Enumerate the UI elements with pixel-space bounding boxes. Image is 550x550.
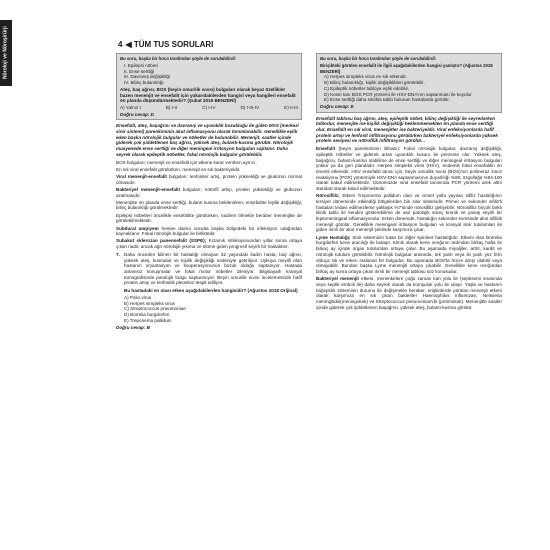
answer-option: A) Polio virus (124, 294, 152, 300)
triangle-icon: ◀ (125, 40, 134, 49)
paragraph: Bakteriyel menenjit-ensefalit bulguları; nötrofil artışı, protein yüksekliği ve glukozun azalmasıdır. (116, 186, 302, 198)
option: A) Yalnız I (120, 104, 141, 110)
option: B) I-II (165, 104, 178, 110)
question-stem: Daha önceden bilinen bir hastalığı olmayan 32 yaşındaki kadın hasta; baş ağrısı, yüksek ateş, kusmalar ve kişilik değişikliği nedeniyle getiriliyor. Uykuya meyilli olan hastanın oryantasyon ve kooperasyonunun bozuk olduğu saptanıyor. Hastada anlamsız konuşmalar ve fokal motor nöbetler izleniyor. Bilgisayarlı kraniyal tomografisinde patolojik bulgu saptanmıyor. Beyin omurilik sıvısı incelemesinde hafif protein artışı ve lenfositik pleositoz tespit ediliyor. (124, 251, 302, 286)
paragraph: Epilepsi nöbetleri öncelikle ensefalitte görülürken, nadiren ölmekle beraber menenjitte de görülebilmektedir. (116, 212, 302, 224)
left-column (116, 53, 302, 331)
alt-question-item: IV. Bilinç bulanıklığı (124, 80, 164, 86)
option: E) II-III (284, 104, 298, 110)
answer-option: B) Herpes simpleks virus (124, 300, 175, 306)
summary-paragraph: Ensefalit tablosu baş ağrısı, ateş, epileptik nöbet, bilinç değişikliği ile seyrederken tablodur, menenjite ise kişilik değişikliği beklenmemekten ön planda ense sertliği olur. Ensefalit en sık viral, menenjitler ise bakteriyeldir. Viral enfeksiyonlarda hafif protein artışı ve lenfosit infiltrasyonu görülürken bakteriyel enfeksiyonlarda yüksek protein seviyesi ve nötrofilik infiltrasyon görülür... (316, 115, 498, 144)
alt-question-box (316, 53, 502, 113)
question-7 (116, 252, 302, 331)
alt-question-option: D) Kesin tanı BOS PCR yöntemi ile HSV-DNA'nın saptanması ile koyulur. (324, 91, 473, 97)
alt-question-stem: Birişikteki görülen ensefalit ile ilgili aşağıdakilerden hangisi yanlıştır? (Ağustos 2018 BENZERİ) (320, 63, 493, 74)
alt-question-option: E) Ense sertliği daha sıklıkla tablo bulunan hastalarda görülür. (324, 97, 450, 103)
alt-question-answer: Doğru cevap: D (120, 111, 154, 117)
page-header (118, 40, 213, 49)
alt-question-item: I. Epilepsi nöbeti (124, 63, 158, 68)
question-prompt: Bu hastadaki en olası etken aşağıdakilerden hangisidir? (Ağustos 2018 Orijinal) (124, 287, 298, 293)
page-number: 4 (118, 40, 123, 49)
answer-option: C) Streptococcus pneumoniae (124, 306, 186, 312)
paragraph: Ensefalit (beyin parenkiminin iltihabı): Fokal nörolojik bulgular, davranış değişikliği, epileptik nöbetler ve giderek artan uyanıklık kusuru ile prezente olur. Yüksek ateş, başağrısı, bulantı-kusma olabilirse de ense sertliği ve diğer meningeal irritasyon bulguları yoktur ya da geri plandadır. Herpes simpleks virüs (HSV), endemik fokal ensefalitin en önemli etkenidir. HSV ensefaliti tanısı için; beyin omurilik sıvısı (BOS)'nın polimeraz zincir reaksiyonu (PCR) yöntemiyle HSV-DNA saptanmasının duyarlılığı %98; özgüllüğü %94-100 olarak kabul edilmektedir. Günümüzde viral ensefalit tanısında PCR yöntemi artık altın standart olarak kabul edilmektedir. (316, 146, 502, 192)
answer-option: E) Treponema pallidum (124, 317, 172, 323)
option: D) I-III-IV (240, 104, 260, 110)
paragraph: En sık viral ensefalit görülürken, menenjit en sık bakteriyeldir. (116, 166, 241, 172)
alt-question-option: B) Bilinç bulanıklığı, kişilik değişiklikleri görülebilir. (324, 80, 425, 86)
paragraph: Subdural ampiyem hemen daima vücutta başka bölgedeki bir infeksiyon odağından kaynaklanır. Fokal nörolojik bulgular ile birliktedir. (116, 225, 302, 237)
alt-question-option: A) Herpes simpleks virus en sık etkendir. (324, 74, 407, 80)
alt-question-head: Bu soru, başka bir hoca tarafından şöyle de sorulabilirdi: (320, 56, 437, 61)
sidebar-tab (0, 20, 12, 86)
paragraph: Subakut sklerozan panensefalit (SSPE); Kızamık infeksiyonundan yıllar sonra ortaya çıkan nadir, ancak ağır nörolojik yıkıma ve ölüme giden progresif seyirli bir hastalıktır. (116, 238, 302, 250)
sidebar-label: Nöroloji ve Nöroşirürji (2, 26, 9, 80)
paragraph: BOS bulguları; menenjit ve ensefalit için etkene karar verirken ayırıcı; (116, 159, 257, 165)
right-column (316, 53, 502, 312)
summary-paragraph: Ensefalit, ateş, başağrısı ve davranış ve uyanıklık bozukluğu ile giden MSS (merkezi sinir sistemi) parenkiminin akut inflamasyonu olarak tanımlanabilir. Genellikle eşlik eden başka nörolojik bulgular ve nöbetler de bulunabilir. Menenjit, saatler içinde giderek çok şiddetlenen baş ağrısı, yüksek ateş, bulantı-kusma görülür. Nörolojik muayenede ense sertliği ve diğer meningeal irritasyon bulguları saptanır. Daha seyrek olarak epileptik nöbetler, fokal nörolojik bulgular görülebilir. (116, 123, 299, 157)
paragraph: Bakteriyel menenjit etkeni, menenkelere çoğu zaman kan yolu ile (septisemi sırasında veya septik emboli ile) daha seyrek olarak da komşuluk yolu ile ulaşır. Yaşla ve hastanın bağışıklık sisteminin durumu ile değişmekle beraber, erişkinlerde pürülan menenjit etkeni olarak karşımıza en sık çıkan bakteriler Haemophilus influenzae, Neisseria meningitidis(meningokok) ve Streptococcus pneumoniae'dir (pnömokok). Menenjitte saatler içinde giderek çok şiddetlenen başağrısı, yüksek ateş, bulantı-kusma görülür. (316, 276, 502, 310)
alt-question-item: II. Ense sertliği (124, 68, 155, 74)
alt-question-stem: Ateş, baş ağrısı, BOS (beyin omurilik sıvısı) bulguları olarak beyaz özellikler bazen menenjit ve ensefalit için yukarıdakilerden hangisi veya hangileri ensefalit ön planda düşündürmektedir? (Şubat 2019 BENZERİ) (120, 86, 296, 104)
paragraph: Nörosifiliz; Etkeni Treponema pallidum olan ve cinsel yolla yayılan sifiliz hastalığının tersiyer döneminde etkilediği bölgelerden biri sinir sistemidir. Primer ve sekonder sifiliz'li hastaları tedavi edilmezlerse yaklaşık %7'sinde nörosifiliz gelişebilir. Nörosifiliz birçok farklı klinik tablo ile kendini gösterebilirse de asıl patolojik süreç kronik ve yavaş seyirli bir leptomeningeal inflamasyondur. Erken dönemde, hastalığın sekonder evresinde akut sifilitik menenjit görülür. Genellikle meningeal irritasyon bulguları ve kranyal sinir tutulumları ile giden ılımlı bir akut menenjit şeklinde karşımıza çıkar. (316, 193, 502, 233)
correct-answer: Doğru cevap: B (116, 325, 150, 331)
answer-option: D) Borrelia burgdorferi (124, 311, 170, 317)
alt-question-option: C) Epileptik nöbetler tabloya eşlik edebilir. (324, 85, 410, 91)
alt-question-answer: Doğru cevap: E (320, 103, 354, 109)
paragraph: Lyme Hastalığı; Sinir sisteminin tutan bir diğer spiroket hastalığıdır. Etkeni olan Borrelia burgdorferi kene aracılığı ile bulaşır. Klinik olarak kene ısırığının ardından birkaç hafta ile birkaç ay içinde organ tutulumları ortaya çıkar. Bu aşamada miyaljiler, artrit, kardit ve nörolojik tutulum görülebilir. Nörolojik bulgular arasında, tek yanlı veya iki yanlı yüz felci olduça sık ve erken raslanan bir bulgudur. Bu aşamada BOS'ta hücre artışı olabilir veya olmayabilir. Bundan başka Lyme menenjiti ortaya çıkabilir. Genellikle kene ısırığından birkaç ay sonra ortaya çıkan ılımlı bir menenjit tablosu söz konusudur. (316, 234, 502, 274)
alt-question-options (120, 105, 298, 111)
question-number: 7. (116, 251, 120, 257)
paragraph: Viral menenjit-ensefalit bulguları; lenfositer artış, protein yüksekliği ve glukozun normal olmasıdır. (116, 173, 302, 185)
alt-question-item: III. Davranış değişikliği (124, 74, 170, 80)
alt-question-head: Bu soru, başka bir hoca tarafından şöyle de sorulabilirdi: (120, 56, 237, 61)
page-title: TÜM TUS SORULARI (133, 40, 214, 49)
paragraph: Menenjitte ön planda ense sertliği, bulantı kusma beklenirken; ensefalitte kişilik değişikliği, bilinç bulanıklığı görülmektedir. (116, 199, 302, 211)
alt-question-box (116, 53, 302, 120)
option: C) I-IV (202, 104, 216, 110)
